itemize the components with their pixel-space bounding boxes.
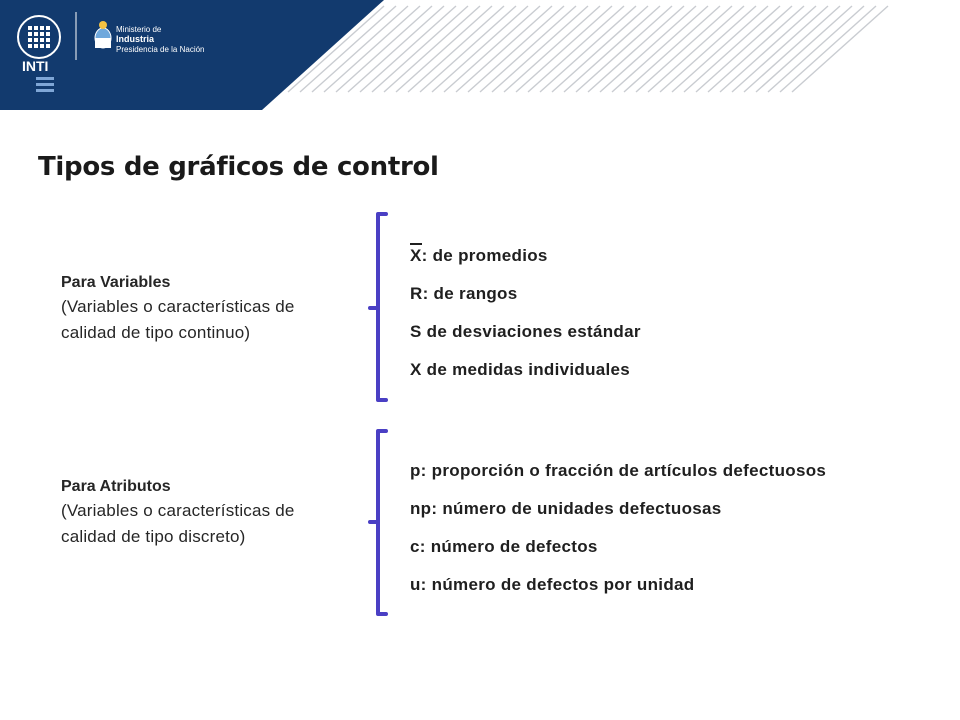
group-variables-label [61, 272, 295, 346]
banner-background [0, 0, 384, 110]
list-item: u: número de defectos por unidad [410, 575, 695, 594]
list-item-text: : de promedios [421, 246, 548, 265]
group-description-line: (Variables o características de [61, 501, 295, 520]
header-banner [0, 0, 960, 110]
bracket-atributos [364, 426, 394, 622]
ministry-line-2: Industria [116, 34, 155, 44]
x-bar-symbol: X [410, 246, 422, 265]
list-item: S de desviaciones estándar [410, 322, 641, 341]
diagonal-stripes [288, 6, 888, 92]
page-title: Tipos de gráficos de control [38, 152, 439, 182]
list-item: X de medidas individuales [410, 360, 631, 379]
ministry-line-1: Ministerio de [116, 25, 162, 34]
group-heading: Para Variables [61, 274, 171, 291]
ministry-line-3: Presidencia de la Nación [116, 45, 205, 54]
group-atributos-label [61, 476, 295, 550]
group-heading: Para Atributos [61, 478, 171, 495]
group-description-line: (Variables o características de [61, 297, 295, 316]
group-description-line: calidad de tipo discreto) [61, 527, 246, 546]
bracket-variables [364, 210, 394, 406]
list-item: R: de rangos [410, 284, 518, 303]
group-description-line: calidad de tipo continuo) [61, 323, 251, 342]
list-item: c: número de defectos [410, 537, 598, 556]
inti-logo-text: INTI [22, 58, 49, 74]
list-item: np: número de unidades defectuosas [410, 499, 722, 518]
list-item: p: proporción o fracción de artículos defectuosos [410, 461, 827, 480]
list-item-xbar [410, 246, 548, 266]
